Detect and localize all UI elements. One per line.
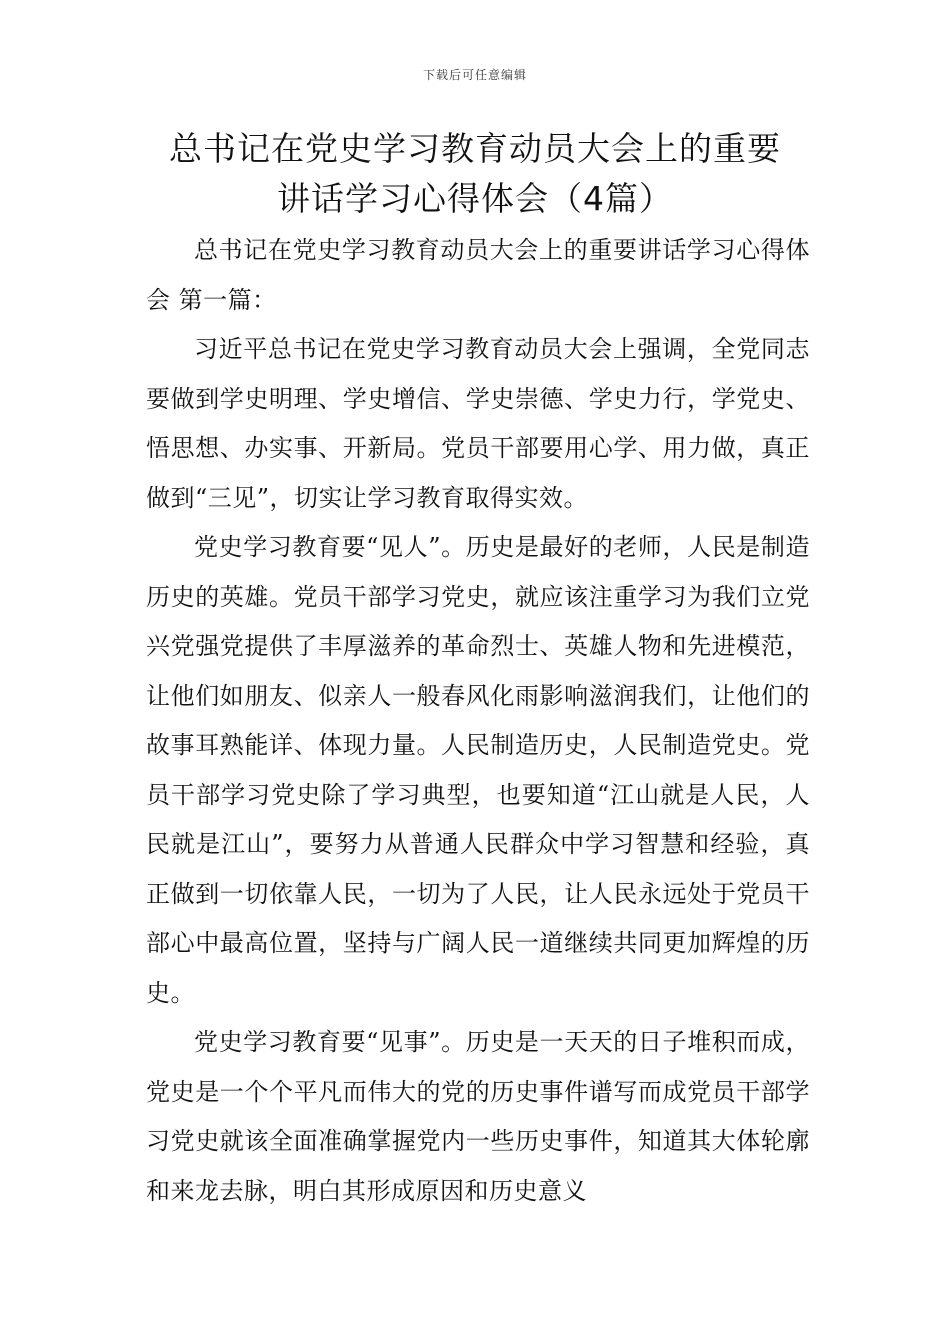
title-line-2: 讲话学习心得体会（4篇） [277, 179, 673, 218]
paragraph: 习近平总书记在党史学习教育动员大会上强调，全党同志要做到学史明理、学史增信、学史崇德、学史力行，学党史、悟思想、办实事、开新局。党员干部要用心学、用力做，真正做到“三见”，切实让学习教育取得实效。 [146, 335, 810, 512]
title-line-1: 总书记在党史学习教育动员大会上的重要 [169, 129, 781, 168]
paragraph: 党史学习教育要“见事”。历史是一天天的日子堆积而成，党史是一个个平凡而伟大的党的历史事件谱写而成党员干部学习党史就该全面准确掌握党内一些历史事件，知道其大体轮廓和来龙去脉，明白其形成原因和历史意义 [146, 1028, 810, 1205]
document-title [100, 124, 850, 224]
paragraph: 党史学习教育要“见人”。历史是最好的老师，人民是制造历史的英雄。党员干部学习党史，就应该注重学习为我们立党兴党强党提供了丰厚滋养的革命烈士、英雄人物和先进模范，让他们如朋友、似亲人一般春风化雨影响滋润我们，让他们的故事耳熟能详、体现力量。人民制造历史，人民制造党史。党员干部学习党史除了学习典型，也要知道“江山就是人民，人民就是江山”，要努力从普通人民群众中学习智慧和经验，真正做到一切依靠人民，一切为了人民，让人民永远处于党员干部心中最高位置，坚持与广阔人民一道继续共同更加辉煌的历史。 [146, 533, 810, 1007]
document-body [146, 226, 810, 1216]
paragraph-intro: 总书记在党史学习教育动员大会上的重要讲话学习心得体会 第一篇： [146, 236, 810, 314]
download-note: 下载后可任意编辑 [422, 68, 527, 82]
